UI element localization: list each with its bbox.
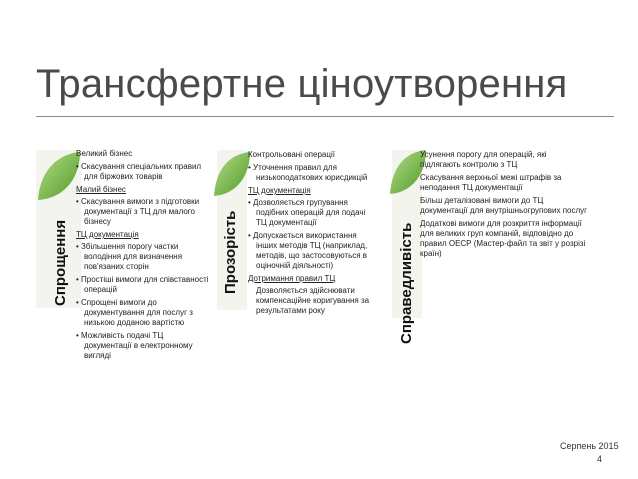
text-item: Великий бізнес	[76, 149, 133, 158]
page-number: 4	[597, 454, 603, 464]
section-heading: Малий бізнес	[76, 185, 126, 194]
section-heading: ТЦ документація	[248, 186, 311, 195]
column-3-label: Справедливість	[398, 222, 415, 344]
text-item: Більш деталізовані вимоги до ТЦ документації для внутрішньогрупових послуг	[420, 196, 588, 215]
section-heading: Дотримання правил ТЦ	[248, 274, 336, 283]
bullet-item: • Уточнення правил для низькоподаткових юрисдикцій	[248, 163, 378, 183]
bullet-item: • Можливість подачі ТЦ документації в електронному вигляді	[76, 331, 210, 361]
bullet-item: • Простіші вимоги для співставності операцій	[76, 275, 210, 295]
text-item: Скасування верхньої межі штрафів за неподання ТЦ документації	[420, 173, 562, 192]
column-1-label: Спрощення	[52, 219, 69, 306]
text-item: Усунення порогу для операцій, які підлягають контролю з ТЦ	[420, 150, 547, 169]
text-item: Додаткові вимоги для розкриття інформації для великих груп компаній, відповідно до правил ОЕСР (Мастер-файл та звіт у розрізі країн)	[420, 219, 586, 258]
bullet-item: • Дозволяється групування подібних операцій для подачі ТЦ документації	[248, 198, 378, 228]
slide-title: Трансфертне ціноутворення	[36, 62, 568, 106]
footer-date: Серпень 2015	[560, 441, 619, 451]
column-3-text	[420, 150, 588, 262]
bullet-item: • Збільшення порогу частки володіння для визначення пов'язаних сторін	[76, 242, 210, 272]
text-item: Контрольовані операції	[248, 150, 335, 159]
title-divider	[36, 116, 614, 117]
column-2-text	[248, 150, 378, 319]
column-2-label: Прозорість	[222, 210, 239, 294]
column-1-text	[76, 149, 210, 364]
section-heading: ТЦ документація	[76, 230, 139, 239]
indented-item: Дозволяється здійснювати компенсаційне коригування за результатами року	[256, 286, 370, 315]
bullet-item: • Спрощені вимоги до документування для послуг з низькою доданою вартістю	[76, 298, 210, 328]
leaf-icon	[212, 150, 252, 202]
bullet-item: • Допускається використання інших методів ТЦ (наприклад, методів, що застосовуються в оціночній діяльності)	[248, 231, 378, 271]
bullet-item: • Скасування спеціальних правил для біржових товарів	[76, 162, 210, 182]
bullet-item: • Скасування вимоги з підготовки документації з ТЦ для малого бізнесу	[76, 197, 210, 227]
